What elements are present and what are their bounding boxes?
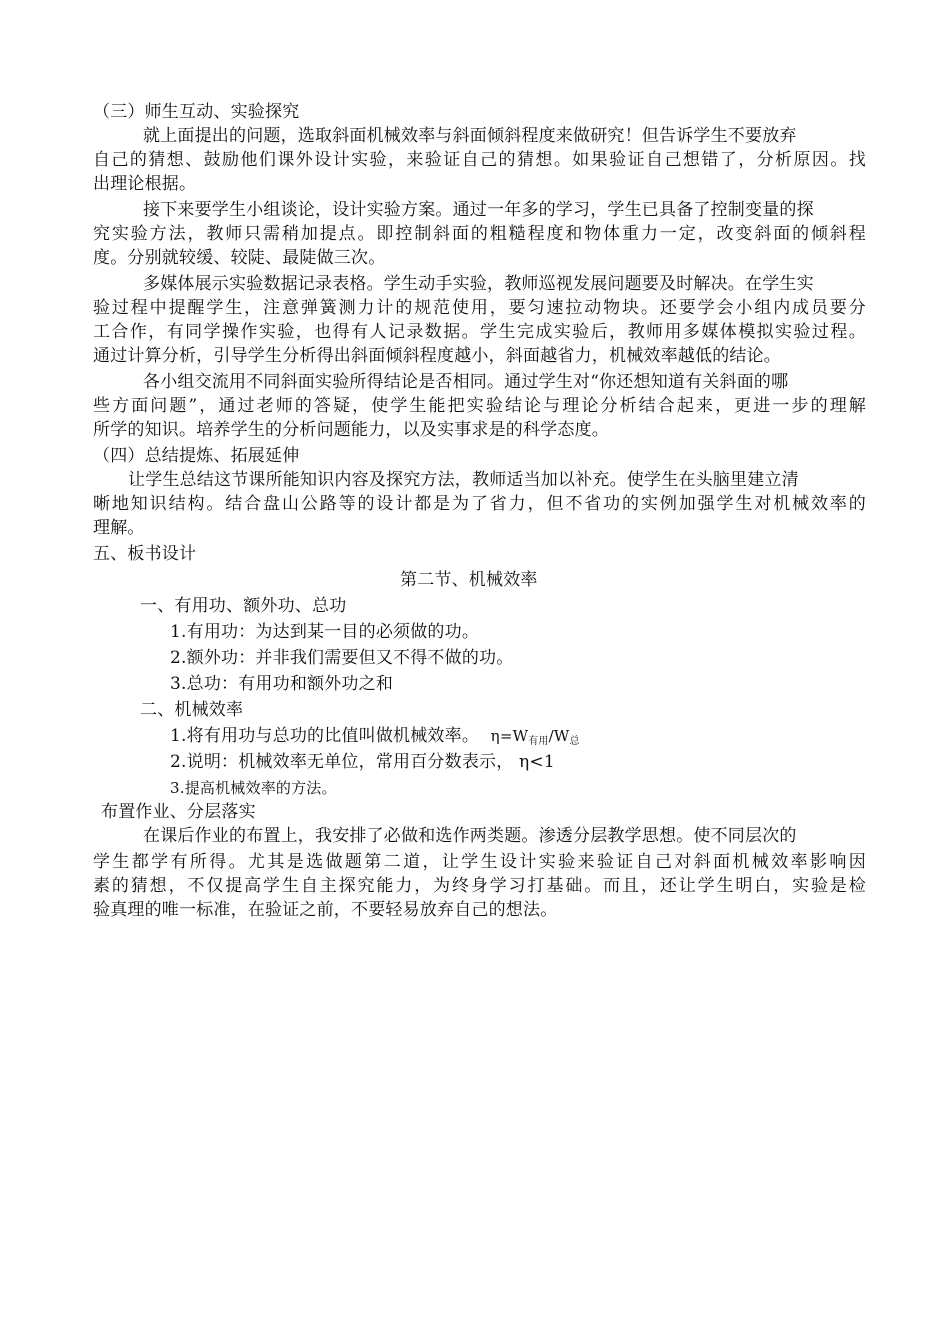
board-item: 3.提高机械效率的方法。 — [170, 779, 337, 797]
paragraph-line: 在课后作业的布置上，我安排了必做和选作两类题。渗透分层教学思想。使不同层次的 — [143, 826, 797, 846]
board-item-text: 1.将有用功与总功的比值叫做机械效率。 — [170, 726, 480, 746]
formula-eta: η=W — [490, 727, 529, 745]
paragraph-line: 度。分别就较缓、较陡、最陡做三次。 — [93, 248, 386, 268]
section-heading-5: 五、板书设计 — [93, 544, 197, 564]
board-item: 1.有用功：为达到某一目的必须做的功。 — [170, 622, 480, 642]
board-item: 2.说明：机械效率无单位，常用百分数表示， η<1 — [170, 752, 555, 772]
formula-subscript-useful: 有用 — [528, 736, 549, 747]
paragraph-line: 出理论根据。 — [93, 174, 197, 194]
paragraph-line: 就上面提出的问题，选取斜面机械效率与斜面倾斜程度来做研究！但告诉学生不要放弃 — [143, 126, 797, 146]
paragraph-line: 通过计算分析，引导学生分析得出斜面倾斜程度越小，斜面越省力，机械效率越低的结论。 — [93, 346, 781, 366]
paragraph-line: 理解。 — [93, 518, 145, 538]
paragraph-line: 究实验方法，教师只需稍加提点。即控制斜面的粗糙程度和物体重力一定，改变斜面的倾斜程 — [93, 224, 866, 244]
paragraph-line: 学生都学有所得。尤其是选做题第二道，让学生设计实验来验证自己对斜面机械效率影响因 — [93, 852, 866, 872]
paragraph-line: 自己的猜想、鼓励他们课外设计实验，来验证自己的猜想。如果验证自己想错了，分析原因。找 — [93, 150, 866, 170]
paragraph-line: 晰地知识结构。结合盘山公路等的设计都是为了省力，但不省功的实例加强学生对机械效率的 — [93, 494, 866, 514]
paragraph-line: 让学生总结这节课所能知识内容及探究方法，教师适当加以补充。使学生在头脑里建立清 — [128, 470, 799, 490]
formula-slash: /W — [548, 727, 570, 745]
formula-subscript-total: 总 — [569, 736, 580, 747]
board-part-heading: 一、有用功、额外功、总功 — [140, 596, 347, 616]
paragraph-line: 验过程中提醒学生，注意弹簧测力计的规范使用，要匀速拉动物块。还要学会小组内成员要分 — [93, 298, 866, 318]
board-item: 3.总功：有用功和额外功之和 — [170, 674, 394, 694]
board-part-heading: 二、机械效率 — [140, 700, 244, 720]
paragraph-line: 素的猜想，不仅提高学生自主探究能力，为终身学习打基础。而且，还让学生明白，实验是检 — [93, 876, 866, 896]
section-heading-4: （四）总结提炼、拓展延伸 — [93, 446, 300, 466]
paragraph-line: 所学的知识。培养学生的分析问题能力，以及实事求是的科学态度。 — [93, 420, 609, 440]
paragraph-line: 多媒体展示实验数据记录表格。学生动手实验，教师巡视发展问题要及时解决。在学生实 — [143, 274, 814, 294]
paragraph-line: 验真理的唯一标准，在验证之前，不要轻易放弃自己的想法。 — [93, 900, 558, 920]
paragraph-line: 各小组交流用不同斜面实验所得结论是否相同。通过学生对“你还想知道有关斜面的哪 — [143, 372, 789, 392]
section-heading-3: （三）师生互动、实验探究 — [93, 102, 300, 122]
board-title: 第二节、机械效率 — [400, 570, 538, 590]
paragraph-line: 些方面问题”，通过老师的答疑，使学生能把实验结论与理论分析结合起来，更进一步的理解 — [93, 396, 866, 416]
homework-heading: 布置作业、分层落实 — [101, 802, 256, 822]
paragraph-line: 接下来要学生小组谈论，设计实验方案。通过一年多的学习，学生已具备了控制变量的探 — [143, 200, 814, 220]
board-item: 2.额外功：并非我们需要但又不得不做的功。 — [170, 648, 514, 668]
paragraph-line: 工合作，有同学操作实验，也得有人记录数据。学生完成实验后，教师用多媒体模拟实验过程。 — [93, 322, 866, 342]
